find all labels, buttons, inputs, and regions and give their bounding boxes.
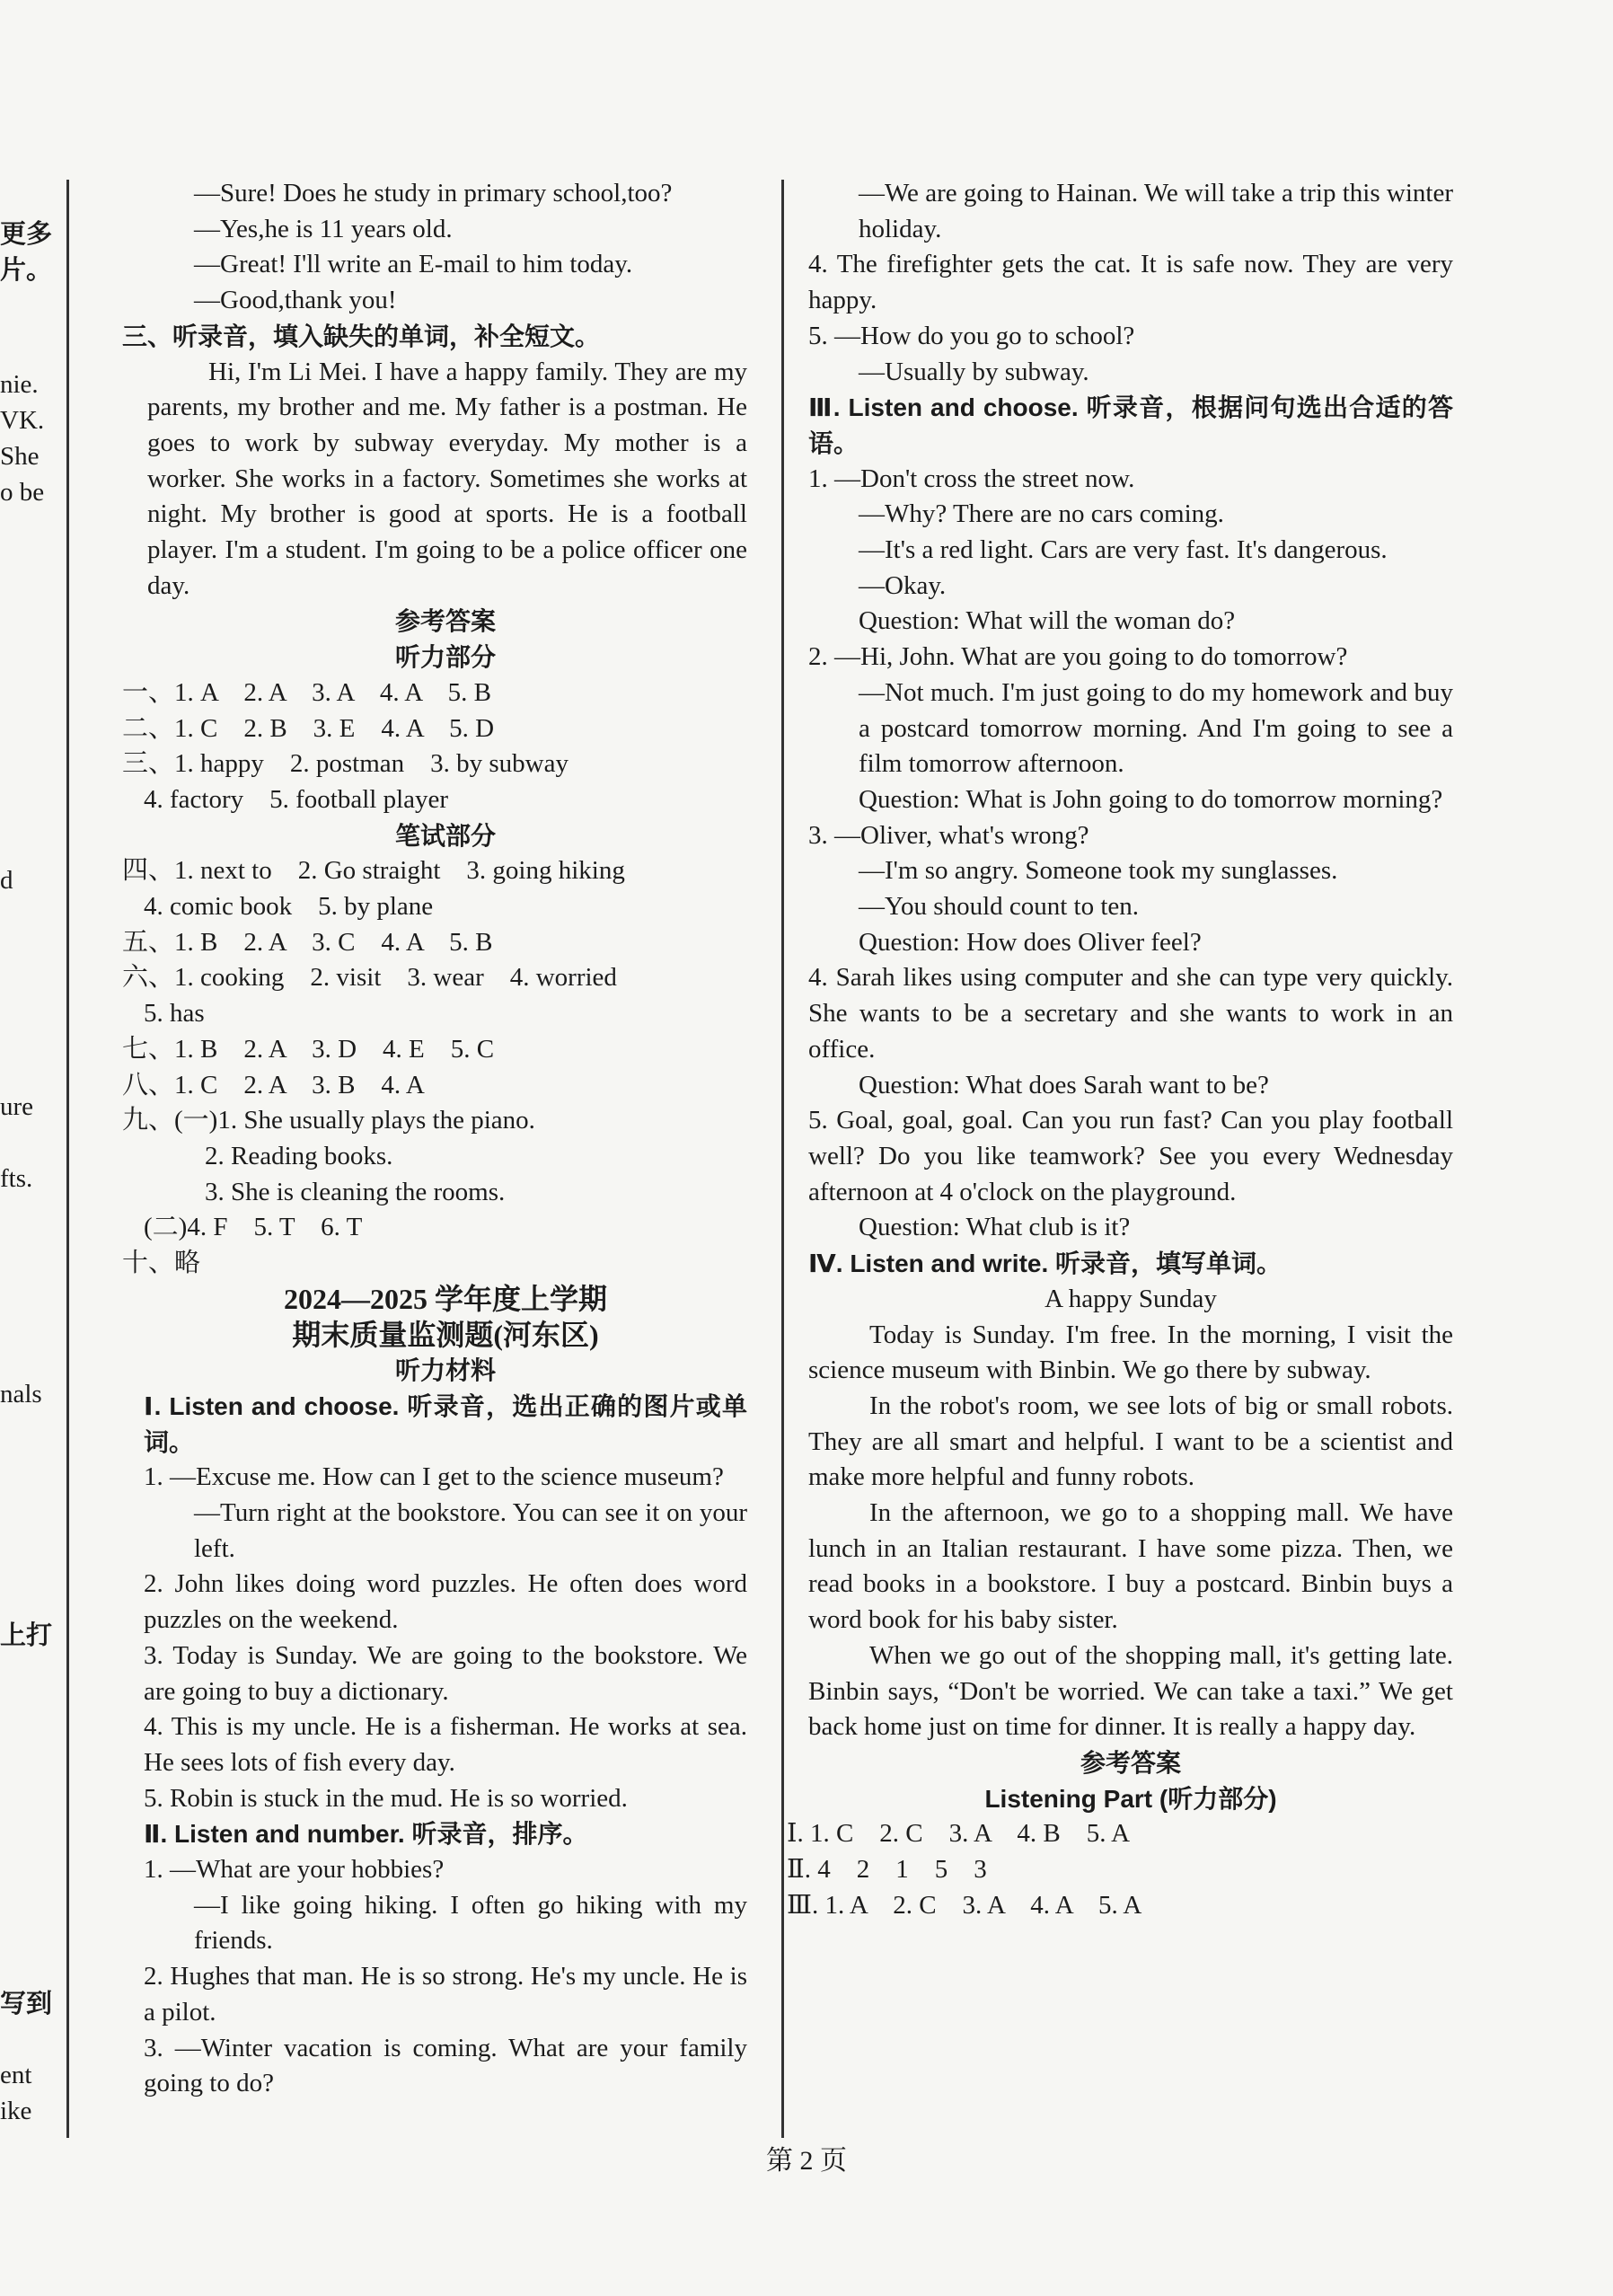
listening-part-heading: Listening Part (听力部分)	[984, 1784, 1277, 1813]
item: 3. Today is Sunday. We are going to the bookstore. We are going to buy a dictionary.	[144, 1640, 747, 1706]
gutter-fragment: ent	[0, 2061, 32, 2089]
answer-line: Ⅲ. 1. A 2. C 3. A 4. A 5. A	[787, 1890, 1142, 1920]
gutter-fragment: She	[0, 442, 40, 471]
item: 3. —Winter vacation is coming. What are your family going to do?	[144, 2033, 747, 2098]
exam-title-line-1: 2024—2025 学年度上学期	[283, 1282, 607, 1315]
dialog-line: —Great! I'll write an E-mail to him today.	[194, 250, 633, 279]
dialog-line: —Yes,he is 11 years old.	[194, 214, 453, 243]
listening-heading: 听力部分	[394, 642, 496, 673]
question-line: Question: What is John going to do tomorrow morning?	[859, 784, 1443, 814]
gutter-fragment: ure	[0, 1092, 34, 1121]
section-I-title: Ⅰ. Listen and choose. 听录音，选出正确的图片或单词。	[144, 1391, 747, 1456]
answer-line: 3. She is cleaning the rooms.	[205, 1177, 506, 1206]
item: 4. The firefighter gets the cat. It is safe now. They are very happy.	[808, 250, 1453, 315]
answer-line: (二)4. F 5. T 6. T	[144, 1213, 363, 1242]
materials-heading: 听力材料	[394, 1356, 496, 1386]
dialog-line: —Good,thank you!	[194, 286, 397, 315]
dialog-line: —You should count to ten.	[859, 892, 1140, 922]
gutter-fragment: nie.	[0, 370, 39, 399]
item: 2. —Hi, John. What are you going to do tomorrow?	[808, 642, 1348, 672]
dialog-line: —It's a red light. Cars are very fast. It's dangerous.	[859, 535, 1388, 565]
gutter-fragment: nals	[0, 1380, 42, 1409]
answer-line: 4. factory 5. football player	[144, 784, 449, 814]
dialog-line: —I'm so angry. Someone took my sunglasses.	[859, 856, 1338, 886]
answer-line: 五、1. B 2. A 3. C 4. A 5. B	[122, 927, 493, 957]
item: —Turn right at the bookstore. You can see it on your left.	[194, 1498, 747, 1563]
dialog-line: —We are going to Hainan. We will take a trip this winter holiday.	[859, 179, 1453, 243]
answer-line: 八、1. C 2. A 3. B 4. A	[122, 1070, 425, 1099]
dialog-line: —Sure! Does he study in primary school,too?	[194, 179, 673, 208]
answer-line: 六、1. cooking 2. visit 3. wear 4. worried	[122, 963, 617, 993]
item: 2. John likes doing word puzzles. He often does word puzzles on the weekend.	[144, 1569, 747, 1635]
answers-heading: 参考答案	[394, 606, 496, 637]
right-column	[787, 176, 1453, 1923]
story-paragraph: In the afternoon, we go to a shopping mall. We have lunch in an Italian restaurant. I have some pizza. Then, we read books in a bookstore. I buy a postcard. Binbin buys a word book for his baby sister.	[808, 1498, 1453, 1635]
answer-line: 4. comic book 5. by plane	[144, 892, 434, 922]
question-line: Question: What club is it?	[859, 1213, 1131, 1242]
left-column-rule	[66, 180, 69, 2138]
item: 4. Sarah likes using computer and she can type very quickly. She wants to be a secretary and she wants to work in an office.	[808, 963, 1453, 1064]
answer-line: 一、1. A 2. A 3. A 4. A 5. B	[122, 677, 491, 707]
dialog-line: —Not much. I'm just going to do my homework and buy a postcard tomorrow morning. And I'm going to see a film tomorrow afternoon.	[859, 677, 1453, 779]
gutter-fragment: 写到	[0, 1988, 53, 2018]
left-gutter-cropped-column	[0, 0, 63, 2296]
item: 5. —How do you go to school?	[808, 321, 1135, 350]
section-3-passage: Hi, I'm Li Mei. I have a happy family. They are my parents, my brother and me. My father is a postman. He goes to work by subway everyday. My mother is a worker. She works in a factory. Sometimes she works at night. My brother is good at sports. He is a football player. I'm a student. I'm going to be a police officer one day.	[147, 357, 747, 600]
answer-line: Ⅱ. 4 2 1 5 3	[787, 1855, 987, 1885]
story-paragraph: In the robot's room, we see lots of big or small robots. They are all smart and helpful. I want to be a scientist and make more helpful and funny robots.	[808, 1391, 1453, 1492]
written-heading: 笔试部分	[394, 820, 496, 851]
section-3-title: 三、听录音，填入缺失的单词，补全短文。	[122, 321, 601, 351]
answer-line: 三、1. happy 2. postman 3. by subway	[122, 749, 569, 779]
gutter-fragment: ike	[0, 2097, 32, 2125]
gutter-fragment: VK.	[0, 406, 45, 435]
answer-line: Ⅰ. 1. C 2. C 3. A 4. B 5. A	[787, 1819, 1131, 1849]
item: 2. Hughes that man. He is so strong. He's my uncle. He is a pilot.	[144, 1962, 747, 2027]
item: 1. —What are your hobbies?	[144, 1855, 445, 1885]
left-column	[122, 176, 747, 2102]
answer-line: 2. Reading books.	[205, 1141, 393, 1170]
dialog-line: —Okay.	[859, 570, 947, 600]
question-line: Question: What will the woman do?	[859, 606, 1236, 636]
item: 1. —Excuse me. How can I get to the science museum?	[144, 1462, 724, 1492]
section-IV-title: Ⅳ. Listen and write. 听录音，填写单词。	[808, 1250, 1282, 1278]
gutter-fragment: 片。	[0, 254, 53, 285]
story-title: A happy Sunday	[1044, 1284, 1217, 1313]
section-III-title: Ⅲ. Listen and choose. 听录音，根据问句选出合适的答语。	[808, 393, 1453, 457]
question-line: Question: What does Sarah want to be?	[859, 1070, 1269, 1099]
item: 4. This is my uncle. He is a fisherman. He works at sea. He sees lots of fish every day.	[144, 1712, 747, 1777]
item: 5. Robin is stuck in the mud. He is so worried.	[144, 1783, 628, 1813]
story-paragraph: When we go out of the shopping mall, it's getting late. Binbin says, “Don't be worried. We can take a taxi.” We get back home just on time for dinner. It is really a happy day.	[808, 1640, 1453, 1742]
gutter-fragment: 上打	[0, 1620, 53, 1650]
gutter-fragment: fts.	[0, 1164, 33, 1193]
item: 3. —Oliver, what's wrong?	[808, 820, 1089, 850]
answer-line: 5. has	[144, 999, 205, 1029]
section-II-title: Ⅱ. Listen and number. 听录音，排序。	[144, 1820, 588, 1849]
item: 5. Goal, goal, goal. Can you run fast? Can you play football well? Do you like teamwork? See you every Wednesday afternoon at 4 o'clock on the playground.	[808, 1106, 1453, 1206]
gutter-fragment: d	[0, 866, 13, 895]
answer-line: 十、略	[122, 1249, 201, 1278]
center-column-rule	[781, 180, 784, 2138]
story-paragraph: Today is Sunday. I'm free. In the morning, I visit the science museum with Binbin. We go there by subway.	[808, 1320, 1453, 1385]
answer-line: 九、(一)1. She usually plays the piano.	[122, 1106, 535, 1135]
answers-heading: 参考答案	[1080, 1747, 1181, 1778]
item: —I like going hiking. I often go hiking with my friends.	[194, 1890, 747, 1956]
page-number: 第 2 页	[766, 2146, 847, 2176]
item: 1. —Don't cross the street now.	[808, 464, 1135, 493]
question-line: Question: How does Oliver feel?	[859, 927, 1202, 957]
exam-title-line-2: 期末质量监测题(河东区)	[292, 1318, 599, 1351]
dialog-line: —Usually by subway.	[859, 357, 1089, 386]
gutter-fragment: 更多	[0, 218, 53, 249]
dialog-line: —Why? There are no cars coming.	[859, 499, 1224, 529]
gutter-fragment: o be	[0, 478, 45, 507]
answer-line: 七、1. B 2. A 3. D 4. E 5. C	[122, 1034, 495, 1064]
answer-line: 二、1. C 2. B 3. E 4. A 5. D	[122, 713, 495, 743]
answer-line: 四、1. next to 2. Go straight 3. going hiking	[122, 856, 625, 886]
